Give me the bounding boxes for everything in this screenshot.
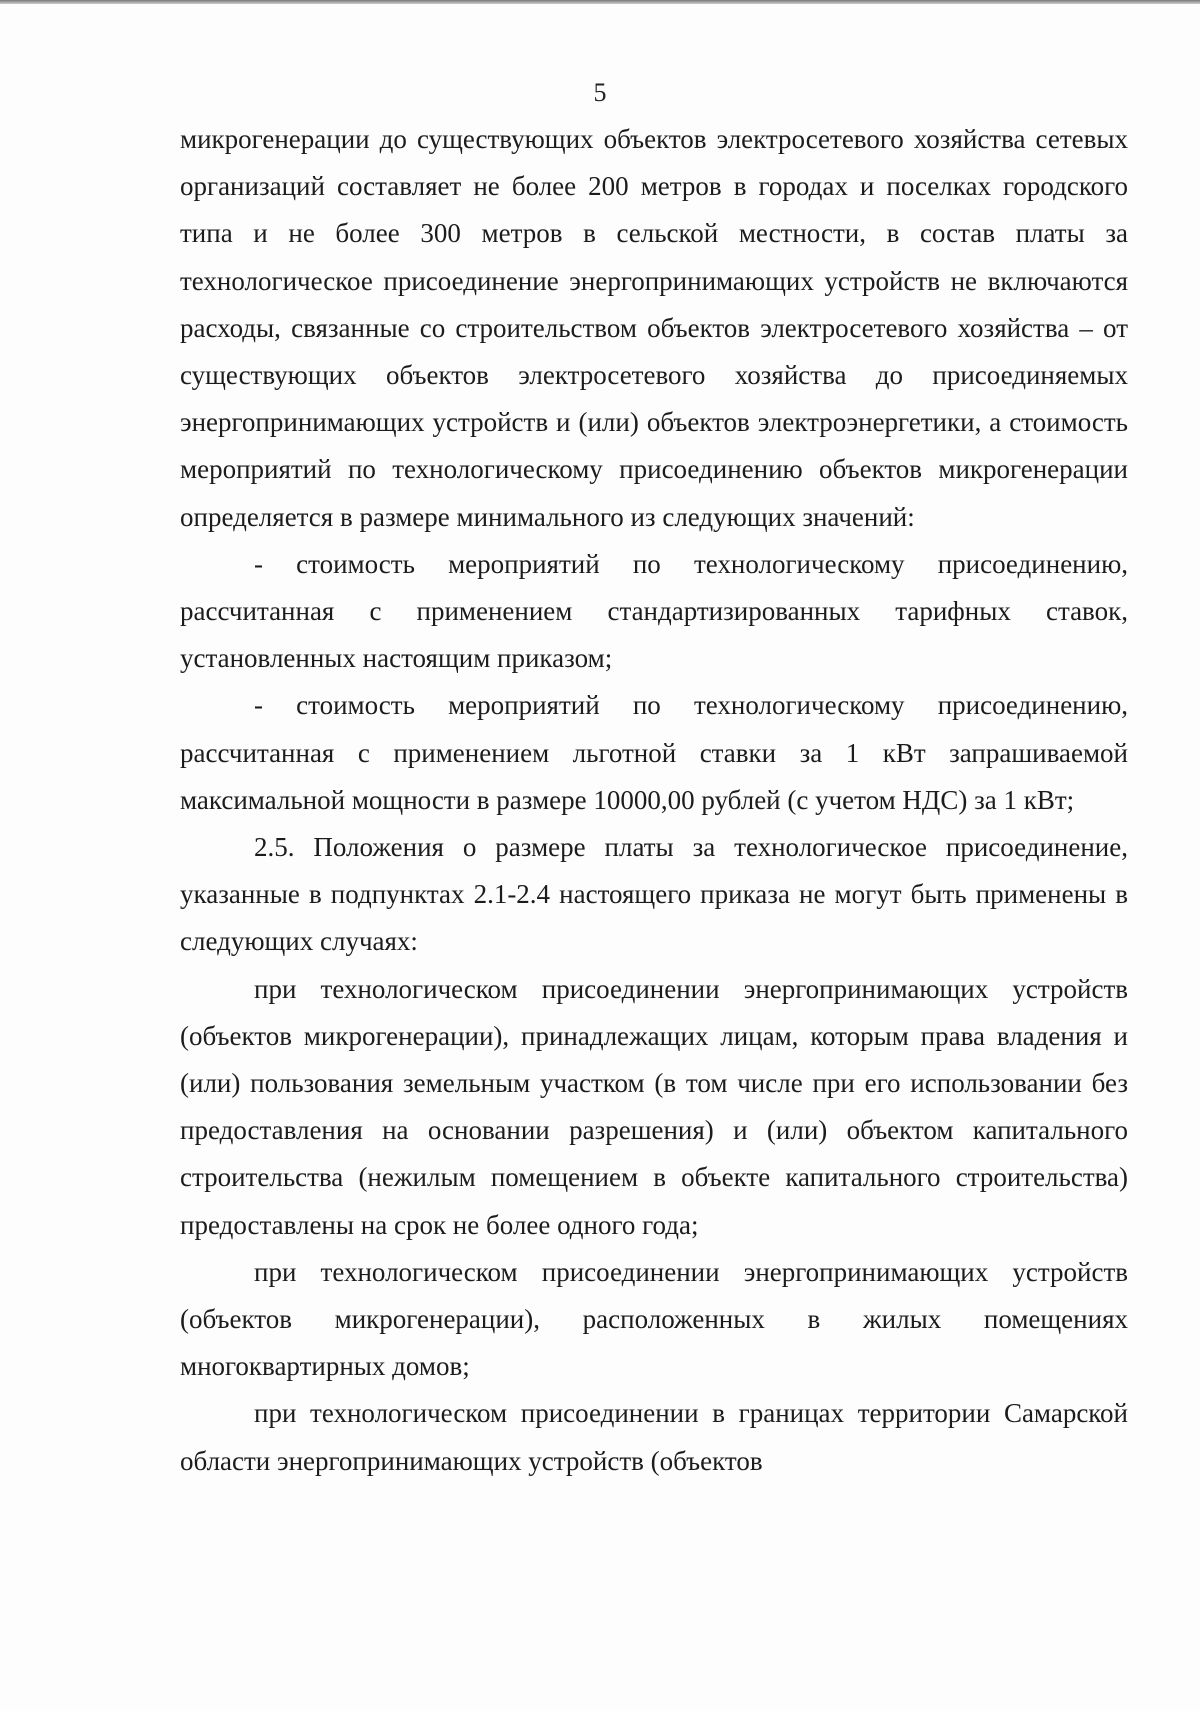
document-body (180, 116, 1128, 1485)
scan-top-edge (0, 0, 1200, 4)
paragraph-case-apartment-buildings: при технологическом присоединении энергопринимающих устройств (объектов микрогенерации), расположенных в жилых помещениях многоквартирных домов; (180, 1256, 1128, 1382)
paragraph-bullet-standard-rates: - стоимость мероприятий по технологическому присоединению, рассчитанная с применением стандартизированных тарифных ставок, установленных настоящим приказом; (180, 548, 1128, 674)
paragraph-bullet-preferential-rate: - стоимость мероприятий по технологическому присоединению, рассчитанная с применением льготной ставки за 1 кВт запрашиваемой максимальной мощности в размере 10000,00 рублей (с учетом НДС) за 1 кВт; (180, 690, 1128, 815)
paragraph-case-short-term-rights: при технологическом присоединении энергопринимающих устройств (объектов микрогенерации), принадлежащих лицам, которым права владения и (или) пользования земельным участком (в том числе при его использовании без предоставления на основании разрешения) и (или) объектом капитального строительства (нежилым помещением в объекте капитального строительства) предоставлены на срок не более одного года; (180, 973, 1128, 1240)
paragraph-continuation: микрогенерации до существующих объектов электросетевого хозяйства сетевых организаций составляет не более 200 метров в городах и поселках городского типа и не более 300 метров в сельской местности, в состав платы за технологическое присоединение энергопринимающих устройств не включаются расходы, связанные со строительством объектов электросетевого хозяйства – от существующих объектов электросетевого хозяйства до присоединяемых энергопринимающих устройств и (или) объектов электроэнергетики, а стоимость мероприятий по технологическому присоединению объектов микрогенерации определяется в размере минимального из следующих значений: (180, 124, 1128, 532)
page-number: 5 (593, 78, 607, 107)
paragraph-clause-2-5: 2.5. Положения о размере платы за технологическое присоединение, указанные в подпунктах 2.1-2.4 настоящего приказа не могут быть применены в следующих случаях: (180, 832, 1128, 957)
paragraph-case-samara-region: при технологическом присоединении в границах территории Самарской области энергопринимающих устройств (объектов (180, 1398, 1128, 1476)
